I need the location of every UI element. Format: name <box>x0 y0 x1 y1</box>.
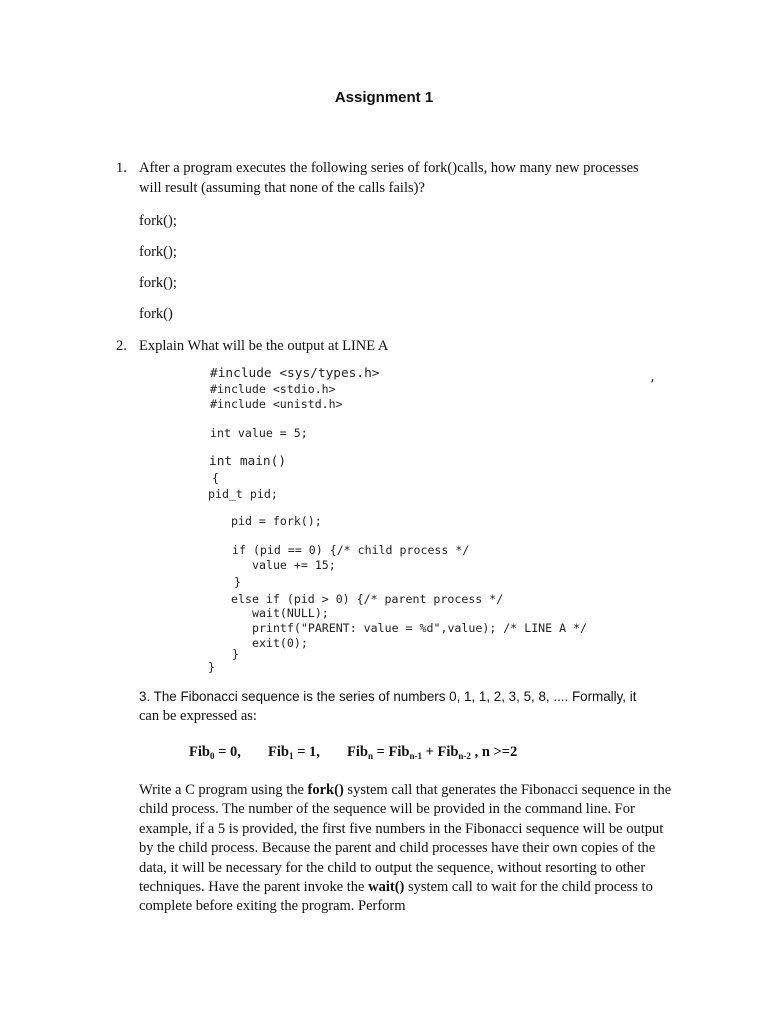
fork-call-4: fork() <box>139 306 173 322</box>
stray-mark: , <box>649 370 656 384</box>
question-3-instructions: Write a C program using the fork() system call that generates the Fibonacci sequence in the child process. The number of the sequence will be provided in the command line. For example, if a 5 is provided, the first five numbers in the Fibonacci sequence will be output by the child process. Because the parent and child processes have their own copies of the data, it will be necessary for the child to output the sequence, without resorting to other techniques. Have the parent invoke the wait() system call to wait for the child process to complete before exiting the program. Perform <box>139 782 672 915</box>
code-fork-assign: pid = fork(); <box>231 514 322 528</box>
code-include-1: #include <sys/types.h> <box>210 366 380 381</box>
formula-fib-1: Fib$_1$ = 1, <box>268 744 320 761</box>
code-if-child: if (pid == 0) {/* child process */ <box>232 543 470 557</box>
question-1-text-line-1: After a program executes the following series of fork()calls, how many new processes <box>139 160 639 176</box>
code-close-else: } <box>232 647 239 661</box>
formula-fib-0: Fib$_0$ = 0, <box>189 744 241 761</box>
question-2-number: 2. <box>116 338 127 354</box>
code-close-if: } <box>234 575 241 589</box>
page-title: Assignment 1 <box>334 89 434 106</box>
fork-call-1: fork(); <box>139 213 177 229</box>
question-3-intro-line-2: can be expressed as: <box>139 708 257 724</box>
formula-fib-n: Fib$_n$ = Fib$_{n-1}$ + Fib$_{n-2}$ , n >=2 <box>347 744 518 761</box>
fork-call-3: fork(); <box>139 275 177 291</box>
fork-bold: fork() <box>307 782 344 798</box>
code-printf-line-a: printf("PARENT: value = %d",value); /* LINE A */ <box>252 621 588 635</box>
fork-call-2: fork(); <box>139 244 177 260</box>
code-value-increment: value += 15; <box>252 558 336 572</box>
question-1-number: 1. <box>116 160 127 176</box>
code-include-3: #include <unistd.h> <box>210 397 343 411</box>
question-1-text-line-2: will result (assuming that none of the calls fails)? <box>139 180 425 196</box>
code-main-signature: int main() <box>209 454 287 469</box>
wait-bold: wait() <box>368 879 405 896</box>
code-include-2: #include <stdio.h> <box>210 382 336 396</box>
code-pid-decl: pid_t pid; <box>208 487 278 501</box>
code-main-open-brace: { <box>212 471 219 485</box>
code-value-decl: int value = 5; <box>210 426 308 440</box>
code-wait-call: wait(NULL); <box>252 606 329 620</box>
code-exit-call: exit(0); <box>252 636 308 650</box>
question-2-text: Explain What will be the output at LINE A <box>139 338 389 354</box>
code-else-parent: else if (pid > 0) {/* parent process */ <box>231 592 504 606</box>
code-close-main: } <box>208 660 215 674</box>
question-3-intro-line-1: 3. The Fibonacci sequence is the series of numbers 0, 1, 1, 2, 3, 5, 8, .... Formally, it <box>139 689 637 704</box>
